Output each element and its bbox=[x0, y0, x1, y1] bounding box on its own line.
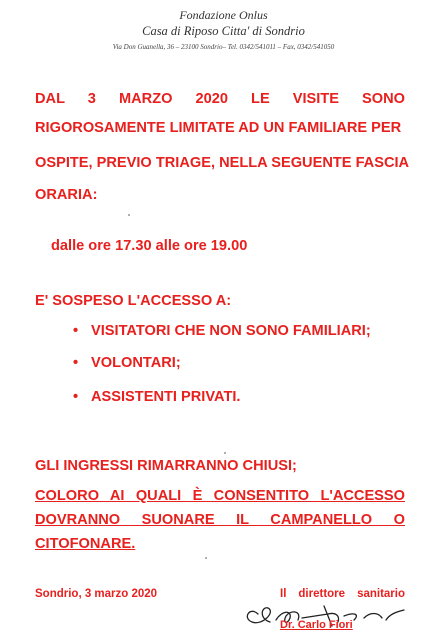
bullet-icon: • bbox=[73, 323, 79, 339]
letterhead-address: Via Don Guanella, 36 – 23100 Sondrio– Tel. 0342/541011 – Fax, 0342/541050 bbox=[112, 43, 335, 51]
notice-line-1: DAL 3 MARZO 2020 LE VISITE SONO bbox=[35, 91, 405, 107]
bullet-icon: • bbox=[73, 389, 79, 405]
notice-line-2: RIGOROSAMENTE LIMITATE AD UN FAMILIARE PER bbox=[35, 120, 402, 136]
bell-line-1: COLORO AI QUALI È CONSENTITO L'ACCESSO bbox=[35, 488, 405, 504]
suspended-heading: E' SOSPESO L'ACCESSO A: bbox=[35, 293, 232, 309]
letterhead-name: Casa di Riposo Citta' di Sondrio bbox=[142, 24, 305, 38]
visiting-hours: dalle ore 17.30 alle ore 19.00 bbox=[51, 238, 248, 254]
suspended-item bbox=[73, 323, 371, 339]
letterhead-org: Fondazione Onlus bbox=[179, 8, 268, 22]
suspended-item-label: VISITATORI CHE NON SONO FAMILIARI; bbox=[91, 323, 371, 339]
scan-speck bbox=[224, 452, 226, 454]
notice-line-3: OSPITE, PREVIO TRIAGE, NELLA SEGUENTE FASCIA bbox=[35, 155, 410, 171]
director-role: Il direttore sanitario bbox=[280, 588, 405, 600]
notice-line-4: ORARIA: bbox=[35, 187, 98, 203]
suspended-item bbox=[73, 355, 181, 371]
scan-speck bbox=[128, 214, 130, 216]
suspended-item-label: VOLONTARI; bbox=[91, 355, 181, 371]
bullet-icon: • bbox=[73, 355, 79, 371]
bell-line-2: DOVRANNO SUONARE IL CAMPANELLO O bbox=[35, 512, 405, 528]
place-date: Sondrio, 3 marzo 2020 bbox=[35, 588, 158, 600]
entrances-closed: GLI INGRESSI RIMARRANNO CHIUSI; bbox=[35, 458, 297, 474]
scan-speck bbox=[205, 557, 207, 559]
signatory-name: Dr. Carlo Fiori bbox=[280, 619, 353, 631]
bell-line-3: CITOFONARE. bbox=[35, 536, 136, 552]
suspended-item bbox=[73, 389, 240, 405]
suspended-item-label: ASSISTENTI PRIVATI. bbox=[91, 389, 241, 405]
